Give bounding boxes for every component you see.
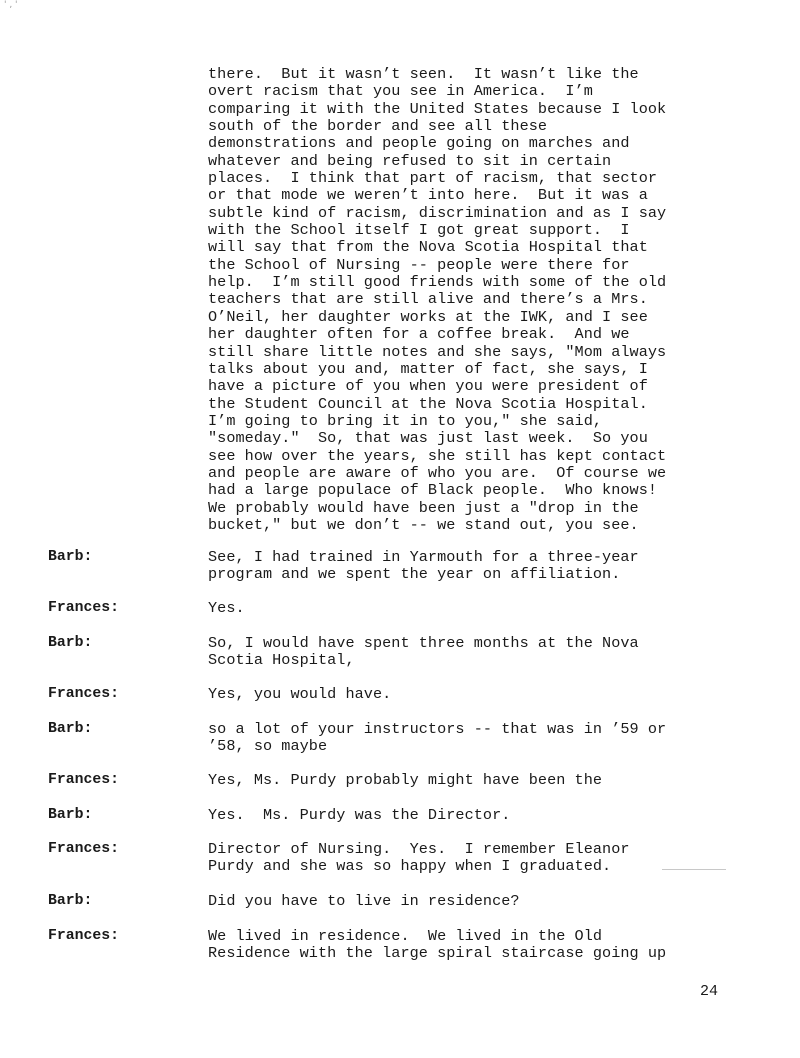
speaker-label: Barb: (48, 807, 93, 823)
utterance-text: We lived in residence. We lived in the Old Residence with the large spiral staircase going up (208, 927, 667, 963)
scan-artifact-line (662, 869, 726, 870)
speaker-label: Frances: (48, 686, 120, 702)
speaker-label: Barb: (48, 721, 93, 737)
speaker-label: Barb: (48, 549, 93, 565)
utterance-text: Yes. (208, 599, 245, 617)
utterance-text: See, I had trained in Yarmouth for a three-year program and we spent the year on affiliation. (208, 548, 639, 584)
utterance-text: Yes. Ms. Purdy was the Director. (208, 806, 511, 824)
exchange-2 (48, 600, 768, 617)
exchange-3 (48, 635, 768, 670)
utterance-text: Yes, you would have. (208, 685, 392, 703)
page-number: 24 (700, 983, 719, 1000)
continued-paragraph: there. But it wasn’t seen. It wasn’t like the overt racism that you see in America. I’m comparing it with the United States because I look south of the border and see all these demonstrations and people going on marches and whatever and being refused to sit in certain places. I think that part of racism, that sector or that mode we weren’t into here. But it was a subtle kind of racism, discrimination and as I say with the School itself I got great support. I will say that from the Nova Scotia Hospital that the School of Nursing -- people were there for help. I’m still good friends with some of the old teachers that are still alive and there’s a Mrs. O’Neil, her daughter works at the IWK, and I see her daughter often for a coffee break. And we still share little notes and she says, "Mom always talks about you and, matter of fact, she says, I have a picture of you when you were president of the Student Council at the Nova Scotia Hospital. I’m going to bring it in to you," she said, "someday." So, that was just last week. So you see how over the years, she still has kept contact and people are aware of who you are. Of course we had a large populace of Black people. Who knows! We probably would have been just a "drop in the bucket," but we don’t -- we stand out, you see. (208, 65, 667, 534)
exchange-4 (48, 686, 768, 703)
utterance-text: So, I would have spent three months at the Nova Scotia Hospital, (208, 634, 639, 670)
exchange-10 (48, 928, 768, 963)
utterance-text: Did you have to live in residence? (208, 892, 520, 910)
speaker-label: Barb: (48, 893, 93, 909)
exchange-7 (48, 807, 768, 824)
utterance-text: so a lot of your instructors -- that was in ’59 or ’58, so maybe (208, 720, 667, 756)
exchange-6 (48, 772, 768, 789)
scan-corner-mark: ' , ' (4, 0, 18, 10)
speaker-label: Barb: (48, 635, 93, 651)
exchange-5 (48, 721, 768, 756)
utterance-text: Director of Nursing. Yes. I remember Eleanor Purdy and she was so happy when I graduated. (208, 840, 630, 876)
speaker-label: Frances: (48, 600, 120, 616)
exchange-1 (48, 549, 768, 584)
speaker-label: Frances: (48, 772, 120, 788)
exchange-9 (48, 893, 768, 910)
speaker-label: Frances: (48, 841, 120, 857)
speaker-label: Frances: (48, 928, 120, 944)
utterance-text: Yes, Ms. Purdy probably might have been the (208, 771, 603, 789)
exchange-8 (48, 841, 768, 876)
